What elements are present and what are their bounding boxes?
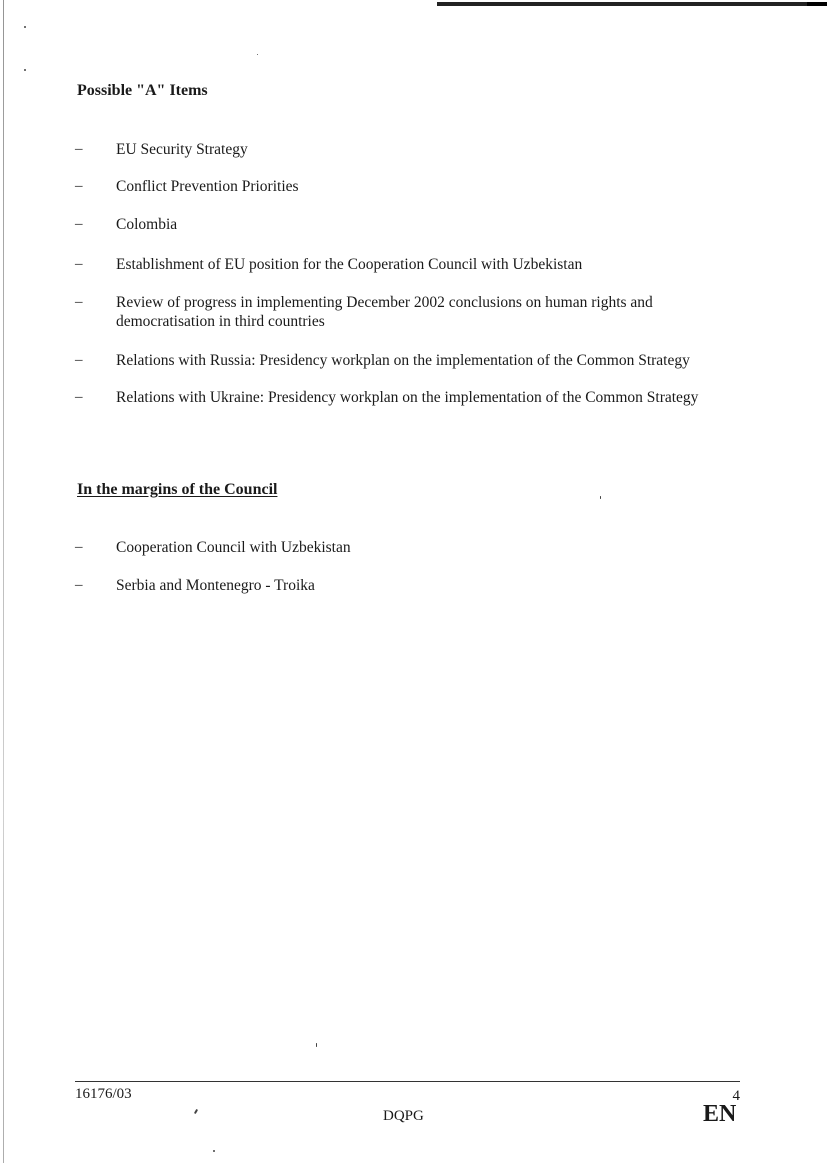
scan-speck (600, 496, 601, 499)
scan-speck (316, 1043, 317, 1047)
list-item-text: Establishment of EU position for the Cooperation Council with Uzbekistan (116, 256, 583, 273)
list-dash: – (75, 141, 83, 157)
list-dash: – (75, 216, 83, 232)
list-item-text: Cooperation Council with Uzbekistan (116, 539, 351, 556)
list-item-text: Colombia (116, 216, 178, 233)
list-item-text: Review of progress in implementing December 2002 conclusions on human rights and democratisation in third countries (116, 294, 653, 330)
list-item-text: EU Security Strategy (116, 141, 248, 158)
header-rule (437, 2, 827, 6)
list-item-text: Relations with Russia: Presidency workplan on the implementation of the Common Strategy (116, 352, 690, 369)
list-item-text: Serbia and Montenegro - Troika (116, 577, 315, 594)
scan-speck (194, 1109, 198, 1114)
scan-speck (24, 69, 26, 71)
list-dash: – (75, 389, 83, 405)
list-dash: – (75, 256, 83, 272)
scan-left-edge (3, 0, 4, 1163)
footer-rule (75, 1081, 740, 1082)
page-number: 4 (732, 1088, 740, 1104)
scan-speck (213, 1150, 215, 1152)
list-dash: – (75, 352, 83, 368)
unit-code: DQPG (383, 1108, 424, 1124)
scan-speck (257, 54, 258, 55)
list-dash: – (75, 178, 83, 194)
section-a-title: Possible "A" Items (77, 82, 208, 99)
scan-speck (24, 26, 26, 28)
section-b-title: In the margins of the Council (77, 481, 278, 498)
language-code: EN (703, 1101, 737, 1127)
document-number: 16176/03 (75, 1086, 132, 1102)
list-dash: – (75, 539, 83, 555)
list-item-text: Conflict Prevention Priorities (116, 178, 299, 195)
list-dash: – (75, 294, 83, 310)
list-dash: – (75, 577, 83, 593)
list-item-text: Relations with Ukraine: Presidency workplan on the implementation of the Common Strategy (116, 389, 699, 406)
